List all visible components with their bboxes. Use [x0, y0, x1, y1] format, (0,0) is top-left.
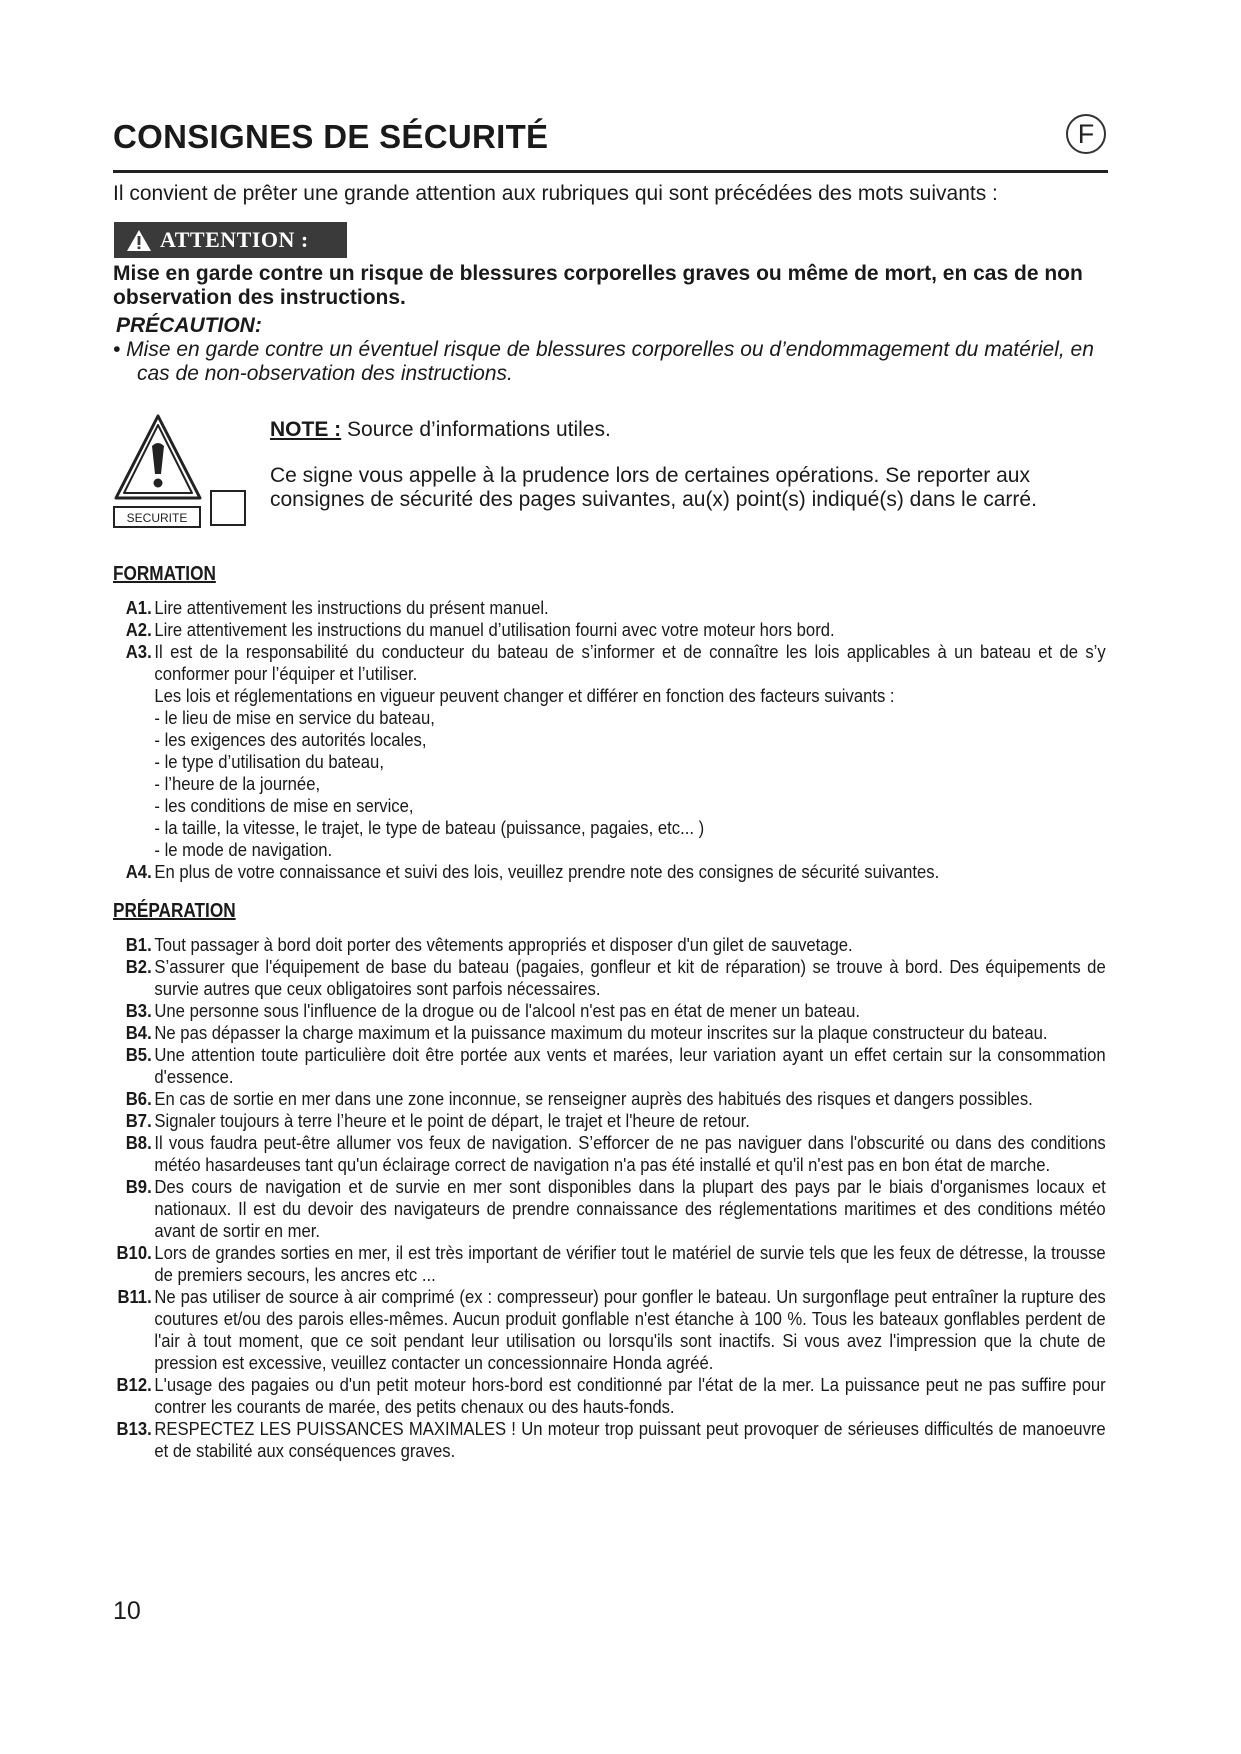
intro-text: Il convient de prêter une grande attention aux rubriques qui sont précédées des mots suivants : — [113, 182, 998, 205]
page-number: 10 — [113, 1597, 141, 1625]
item-label: B2. — [125, 956, 152, 977]
language-badge: F — [1066, 114, 1106, 154]
item-label: B1. — [125, 934, 152, 955]
list-item — [113, 1418, 1106, 1462]
factor-item: - l’heure de la journée, — [154, 773, 321, 794]
preparation-heading: PRÉPARATION — [113, 900, 236, 922]
list-item — [113, 1132, 1106, 1176]
item-label: B9. — [125, 1176, 152, 1197]
item-text: Signaler toujours à terre l’heure et le point de départ, le trajet et l'heure de retour. — [154, 1110, 750, 1131]
item-text: En plus de votre connaissance et suivi des lois, veuillez prendre note des consignes de sécurité suivantes. — [154, 861, 940, 882]
item-label: B7. — [125, 1110, 152, 1131]
list-item — [113, 861, 1106, 883]
item-text: Ne pas utiliser de source à air comprimé (ex : compresseur) pour gonfler le bateau. Un surgonflage peut entraîner la rupture des coutures et/ou des parois elles-mêmes. Aucun produit gonflable n'est étanche à 100 %. Tous les bateaux gonflables perdent de l'air à tout moment, que ce soit pendant leur utilisation ou lorsqu'ils sont inactifs. Si vous avez l'impression que la chute de pression est excessive, veuillez contacter un concessionnaire Honda agréé. — [154, 1286, 1106, 1373]
item-label: B8. — [125, 1132, 152, 1153]
factor-item: - le mode de navigation. — [154, 839, 333, 860]
item-text: Il vous faudra peut-être allumer vos feux de navigation. S’efforcer de ne pas naviguer dans l'obscurité ou dans des conditions météo hasardeuses tant qu'un éclairage correct de navigation n'a pas été installé et qu'il n'est pas en bon état de marche. — [154, 1132, 1106, 1175]
precaution-text: • Mise en garde contre un éventuel risque de blessures corporelles ou d’endommagement du matériel, en cas de non-observation des instructions. — [113, 338, 1094, 385]
note-text: Source d’informations utiles. — [341, 418, 611, 441]
item-label: A2. — [125, 619, 152, 640]
item-label: A4. — [125, 861, 152, 882]
item-text: Lors de grandes sorties en mer, il est très important de vérifier tout le matériel de survie tels que les feux de détresse, la trousse de premiers secours, les ancres etc ... — [154, 1242, 1106, 1285]
note-label: NOTE : — [270, 418, 342, 441]
item-label: B10. — [116, 1242, 152, 1263]
list-item — [113, 1022, 1106, 1044]
factor-item: - la taille, la vitesse, le trajet, le type de bateau (puissance, pagaies, etc... ) — [154, 817, 705, 838]
list-item — [113, 956, 1106, 1000]
item-text: Des cours de navigation et de survie en mer sont disponibles dans la plupart des pays par le biais d'organismes locaux et nationaux. Il est du devoir des navigateurs de prendre connaissance des réglementations maritimes et des conditions météo avant de sortir en mer. — [154, 1176, 1106, 1241]
precaution-label: PRÉCAUTION: — [116, 314, 262, 337]
list-item — [113, 1374, 1106, 1418]
item-text: Lire attentivement les instructions du manuel d’utilisation fourni avec votre moteur hors bord. — [154, 619, 835, 640]
list-item — [113, 641, 1106, 861]
item-label: B11. — [117, 1286, 152, 1307]
list-item — [113, 1110, 1106, 1132]
item-label: A3. — [125, 641, 152, 662]
list-item — [113, 1044, 1106, 1088]
preparation-list — [113, 934, 1106, 1462]
list-item — [113, 1286, 1106, 1374]
warning-triangle-icon — [126, 229, 152, 252]
item-text: S’assurer que l'équipement de base du bateau (pagaies, gonfleur et kit de réparation) se trouve à bord. Des équipements de survie autres que ceux obligatoires sont parfois nécessaires. — [154, 956, 1106, 999]
attention-label: ATTENTION : — [160, 227, 309, 252]
item-label: B5. — [125, 1044, 152, 1065]
item-label: A1. — [125, 597, 152, 618]
page-title: CONSIGNES DE SÉCURITÉ — [113, 118, 549, 155]
factor-item: - le lieu de mise en service du bateau, — [154, 707, 435, 728]
item-label: B6. — [125, 1088, 152, 1109]
list-item — [113, 1242, 1106, 1286]
item-text: Il est de la responsabilité du conducteur du bateau de s’informer et de connaître les lois applicables à un bateau et de s’y conformer pour l’équiper et l’utiliser. — [154, 641, 1106, 684]
list-item — [113, 1000, 1106, 1022]
safety-warning-icon — [112, 412, 204, 530]
list-item — [113, 597, 1106, 619]
item-text: RESPECTEZ LES PUISSANCES MAXIMALES ! Un moteur trop puissant peut provoquer de sérieuses difficultés de manoeuvre et de stabilité aux conséquences graves. — [154, 1418, 1106, 1461]
factor-item: - les conditions de mise en service, — [154, 795, 414, 816]
item-text: Une attention toute particulière doit être portée aux vents et marées, leur variation ayant un effet certain sur la consommation d'essence. — [154, 1044, 1106, 1087]
title-divider — [113, 170, 1108, 173]
formation-heading: FORMATION — [113, 563, 216, 585]
item-label: B4. — [125, 1022, 152, 1043]
item-text: L'usage des pagaies ou d'un petit moteur hors-bord est conditionné par l'état de la mer. La puissance peut ne pas suffire pour contrer les courants de marée, des petits chenaux ou des hauts-fonds. — [154, 1374, 1106, 1417]
attention-badge — [114, 222, 347, 258]
item-text: Ne pas dépasser la charge maximum et la puissance maximum du moteur inscrites sur la plaque constructeur du bateau. — [154, 1022, 1048, 1043]
factor-item: - les exigences des autorités locales, — [154, 729, 427, 750]
item-label: B3. — [125, 1000, 152, 1021]
item-label: B13. — [116, 1418, 152, 1439]
item-text: Tout passager à bord doit porter des vêtements appropriés et disposer d'un gilet de sauvetage. — [154, 934, 853, 955]
item-text: Une personne sous l'influence de la drogue ou de l'alcool n'est pas en état de mener un bateau. — [154, 1000, 861, 1021]
reference-box — [210, 490, 246, 526]
note-line — [270, 418, 611, 442]
security-sign-label: SECURITE — [126, 511, 188, 525]
security-sign-text: Ce signe vous appelle à la prudence lors de certaines opérations. Se reporter aux consignes de sécurité des pages suivantes, au(x) point(s) indiqué(s) dans le carré. — [270, 464, 1037, 511]
attention-text: Mise en garde contre un risque de blessures corporelles graves ou même de mort, en cas de non observation des instructions. — [113, 262, 1083, 309]
item-text: Lire attentivement les instructions du présent manuel. — [154, 597, 549, 618]
formation-list — [113, 597, 1106, 883]
item-continuation: Les lois et réglementations en vigueur peuvent changer et différer en fonction des facteurs suivants : — [154, 685, 895, 706]
factor-item: - le type d’utilisation du bateau, — [154, 751, 384, 772]
item-label: B12. — [116, 1374, 152, 1395]
list-item — [113, 619, 1106, 641]
list-item — [113, 1088, 1106, 1110]
list-item — [113, 1176, 1106, 1242]
item-text: En cas de sortie en mer dans une zone inconnue, se renseigner auprès des habitués des risques et dangers possibles. — [154, 1088, 1033, 1109]
list-item — [113, 934, 1106, 956]
